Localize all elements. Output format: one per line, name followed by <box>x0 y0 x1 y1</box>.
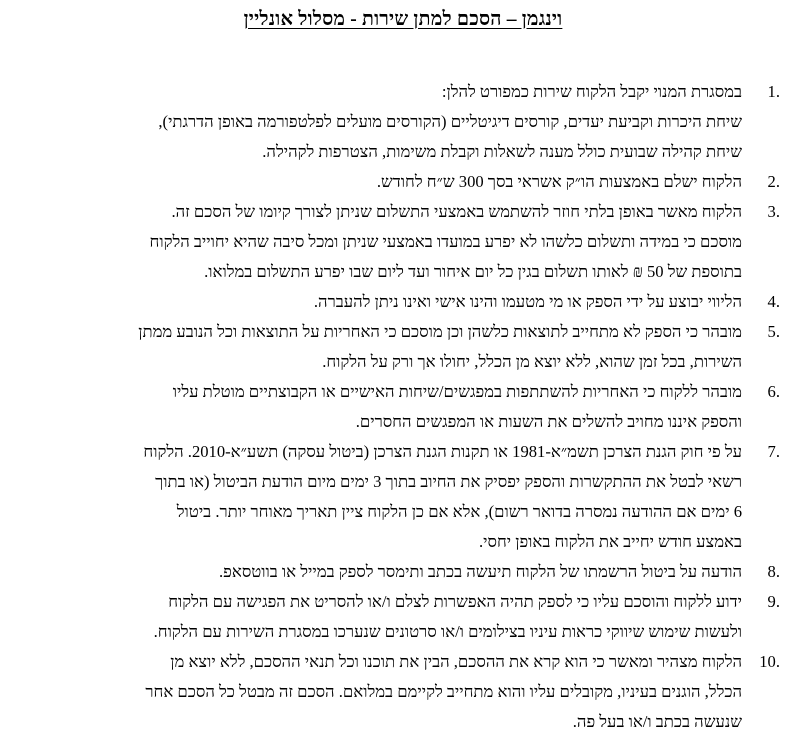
clause-item <box>18 167 780 197</box>
clause-number: 3. <box>767 202 780 221</box>
clause-number: 6. <box>767 382 780 401</box>
clause-number: 7. <box>767 442 780 461</box>
clause-text-line: הלקוח מצהיר ומאשר כי הוא קרא את ההסכם, הבין את תוכנו וכל תנאי ההסכם, ללא יוצא מן <box>170 652 742 671</box>
clause-text-line: הכלל, הוגנים בעיניו, מקובלים עליו והוא מתחייב לקיימם במלואם. הסכם זה מבטל כל הסכם אחר <box>145 682 742 701</box>
clause-list <box>18 77 780 737</box>
clause-text-line: מובהר כי הספק לא מתחייב לתוצאות כלשהן וכן מוסכם כי האחריות על התוצאות וכל הנובע ממתן <box>138 322 742 341</box>
clause-number: 4. <box>767 292 780 311</box>
clause-item <box>18 197 780 287</box>
clause-number: 10. <box>759 652 780 671</box>
clause-text-line: והספק איננו מחויב להשלים את השעות או המפגשים החסרים. <box>355 412 742 431</box>
clause-number: 8. <box>767 562 780 581</box>
clause-number: 1. <box>767 82 780 101</box>
clause-item <box>18 437 780 557</box>
clause-number: 9. <box>767 592 780 611</box>
clause-text-line: שיחת היכרות וקביעת יעדים, קורסים דיגיטליים (הקורסים מועלים לפלטפורמה באופן הדרגתי), <box>158 112 742 131</box>
clause-text-line: ולעשות שימוש שיווקי כראות עיניו בצילומים ו/או סרטונים שנערכו במסגרת השירות עם הלקוח. <box>153 622 742 641</box>
clause-item <box>18 317 780 377</box>
clause-item <box>18 287 780 317</box>
clause-number: 5. <box>767 322 780 341</box>
clause-text-line: 6 ימים אם ההודעה נמסרה בדואר רשום), אלא אם כן הלקוח ציין תאריך מאוחר יותר. ביטול <box>176 502 742 521</box>
clause-text-line: הודעה על ביטול הרשמתו של הלקוח תיעשה בכתב ותימסר לספק במייל או בווטסאפ. <box>219 562 742 581</box>
clause-item <box>18 377 780 437</box>
clause-text-line: בתוספת של 50 ₪ לאותו תשלום בגין כל יום איחור ועד ליום שבו יפרע התשלום במלואו. <box>204 262 742 281</box>
clause-text-line: במסגרת המנוי יקבל הלקוח שירות כמפורט להלן: <box>441 82 742 101</box>
clause-item <box>18 557 780 587</box>
clause-text-line: מוסכם כי במידה ותשלום כלשהו לא יפרע במועדו באמצעי שניתן ומכל סיבה שהיא יחוייב הלקוח <box>149 232 742 251</box>
clause-text-line: שנעשה בכתב ו/או בעל פה. <box>572 712 742 731</box>
clause-text-line: שיחת קהילה שבועית כולל מענה לשאלות וקבלת משימות, הצטרפות לקהילה. <box>262 142 742 161</box>
clause-text-line: הלקוח מאשר באופן בלתי חוזר להשתמש באמצעי התשלום שניתן לצורך קיומו של הסכם זה. <box>171 202 742 221</box>
clause-number: 2. <box>767 172 780 191</box>
clause-text-line: מובהר ללקוח כי האחריות להשתתפות במפגשים/שיחות האישיים או הקבוצתיים מוטלת עליו <box>172 382 742 401</box>
clause-item <box>18 77 780 167</box>
clause-text-line: ידוע ללקוח והוסכם עליו כי לספק תהיה האפשרות לצלם ו/או להסריט את הפגישה עם הלקוח <box>168 592 742 611</box>
clause-text-line: על פי חוק הגנת הצרכן תשמ״א-1981 או תקנות הגנת הצרכן (ביטול עסקה) תשע״א-2010. הלקוח <box>143 442 742 461</box>
clause-item <box>18 587 780 647</box>
clause-text-line: באמצע חודש יחייב את הלקוח באופן יחסי. <box>479 532 742 551</box>
clause-item <box>18 647 780 737</box>
clause-text-line: השירות, בכל זמן שהוא, ללא יוצא מן הכלל, יחולו אך ורק על הלקוח. <box>322 352 742 371</box>
clause-text-line: רשאי לבטל את ההתקשרות והספק יפסיק את החיוב בתוך 3 ימים מיום הודעת הביטול (או בתוך <box>155 472 742 491</box>
clause-text-line: הלקוח ישלם באמצעות הו״ק אשראי בסך 300 ש״ח לחודש. <box>376 172 742 191</box>
clause-text-line: הליווי יבוצע על ידי הספק או מי מטעמו והינו אישי ואינו ניתן להעברה. <box>313 292 742 311</box>
document-title: וינגמן – הסכם למתן שירות - מסלול אונליין <box>243 9 563 30</box>
